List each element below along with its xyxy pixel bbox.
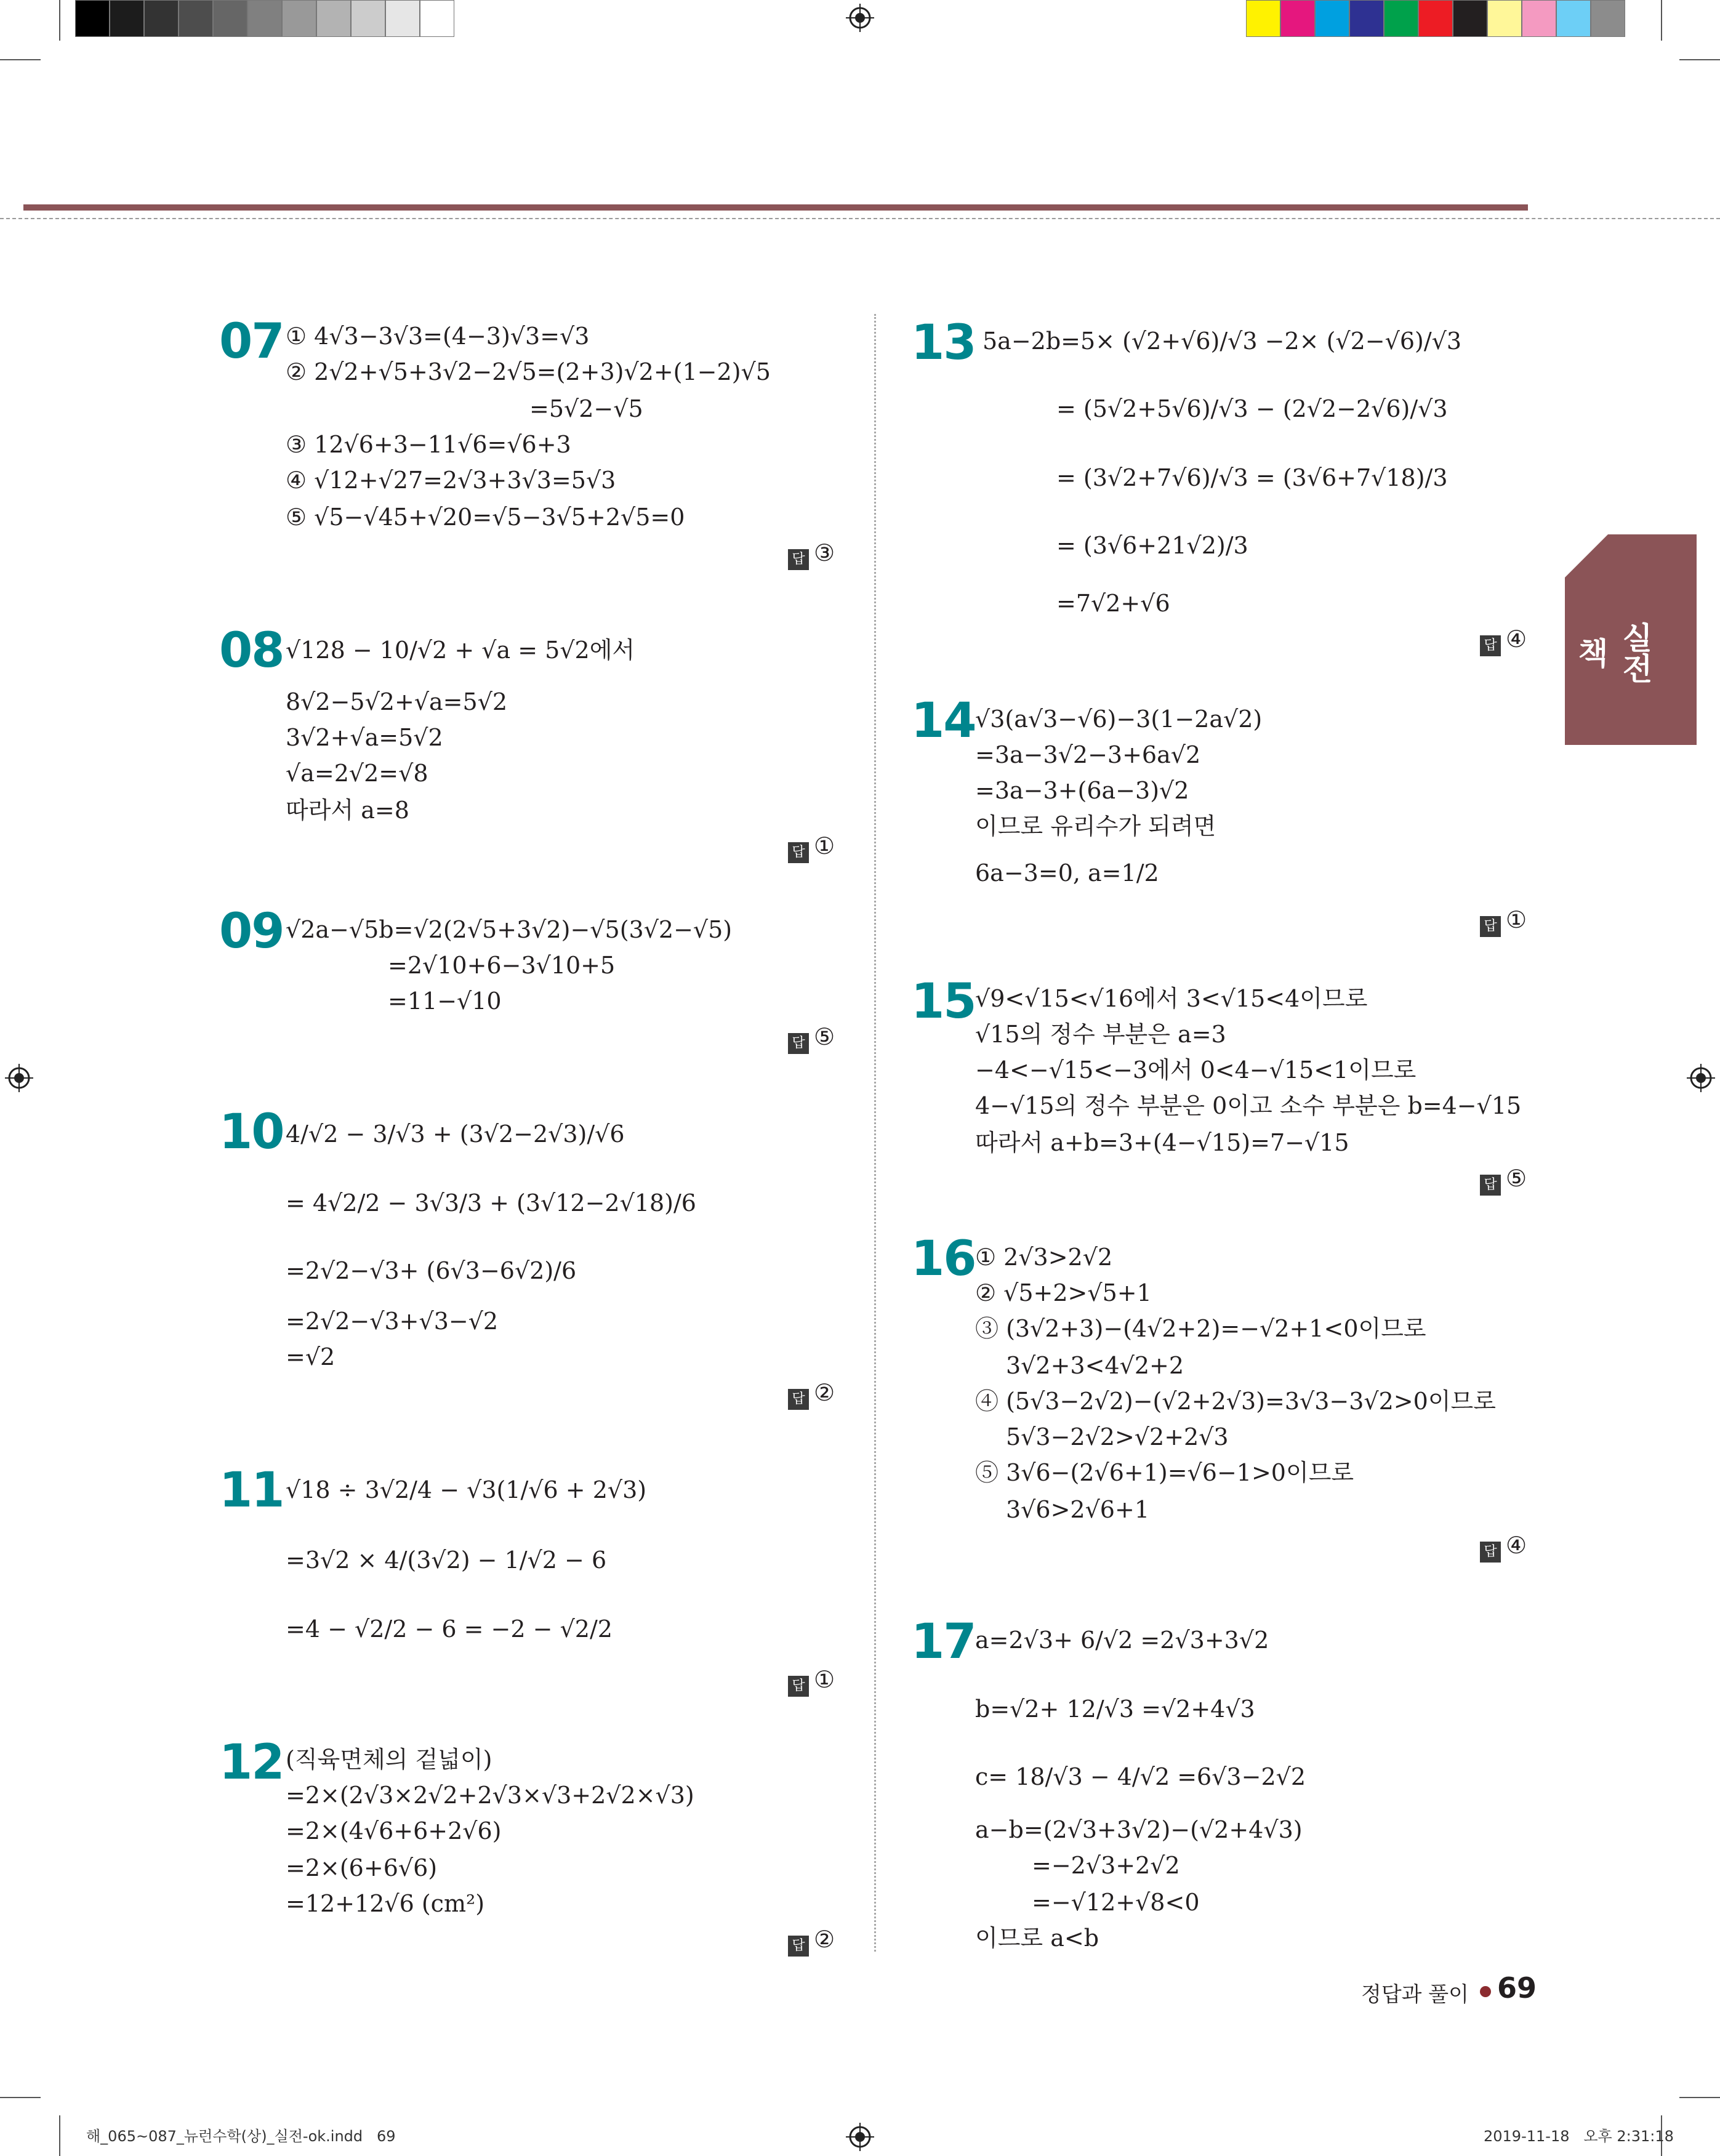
answer — [788, 1926, 835, 1957]
solution-line: =7√2+√6 — [1056, 590, 1170, 617]
solution-line: 4/√2 − 3/√3 + (3√2−2√3)/√6 — [286, 1120, 625, 1148]
answer — [788, 1666, 835, 1697]
answer-badge: 답 — [788, 1936, 809, 1957]
solution-line: −4<−√15<−3에서 0<4−√15<1이므로 — [975, 1056, 1417, 1084]
solution-line: ② √5+2>√5+1 — [975, 1279, 1152, 1306]
solution-line: 5√3−2√2>√2+2√3 — [1006, 1423, 1229, 1450]
answer-badge: 답 — [788, 549, 809, 570]
solution-line: ③ 12√6+3−11√6=√6+3 — [286, 431, 571, 458]
grayscale-color-bar — [75, 0, 454, 37]
solution-line: =3a−3+(6a−3)√2 — [975, 777, 1189, 804]
solution-line: a−b=(2√3+3√2)−(√2+4√3) — [975, 1816, 1303, 1843]
solution-line: 3√6>2√6+1 — [1006, 1496, 1149, 1523]
answer-badge: 답 — [788, 1676, 809, 1697]
side-tab-corner — [1565, 534, 1608, 577]
crop-mark — [1679, 59, 1720, 60]
solution-line: 6a−3=0, a=1/2 — [975, 859, 1159, 887]
solution-line: 4−√15의 정수 부분은 0이고 소수 부분은 b=4−√15 — [975, 1092, 1522, 1119]
solution-line: = (3√6+21√2)/3 — [1056, 532, 1248, 559]
problem-number: 14 — [911, 693, 976, 749]
solution-line: 이므로 유리수가 되려면 — [975, 813, 1216, 840]
solution-line: a=2√3+ 6/√2 =2√3+3√2 — [975, 1627, 1269, 1654]
answer-value: ⑤ — [1506, 1165, 1527, 1192]
solution-line: =2√2−√3+√3−√2 — [286, 1308, 499, 1335]
problem-number: 11 — [219, 1463, 284, 1518]
crop-mark — [59, 2115, 60, 2156]
solution-line: √2a−√5b=√2(2√5+3√2)−√5(3√2−√5) — [286, 916, 733, 943]
solution-line: (직육면체의 겉넓이) — [286, 1746, 492, 1773]
solution-line: ④ √12+√27=2√3+3√3=5√3 — [286, 467, 616, 494]
registration-mark-top — [846, 4, 874, 32]
solution-line: b=√2+ 12/√3 =√2+4√3 — [975, 1695, 1255, 1723]
solution-line: =2×(2√3×2√2+2√3×√3+2√2×√3) — [286, 1782, 694, 1809]
solution-line: √3(a√3−√6)−3(1−2a√2) — [975, 706, 1263, 733]
problem-number: 17 — [911, 1614, 976, 1670]
solution-line: 이므로 a<b — [975, 1925, 1099, 1952]
solution-line: =2√10+6−3√10+5 — [388, 952, 616, 979]
solution-line: ① 2√3>2√2 — [975, 1244, 1113, 1271]
solution-line: 따라서 a=8 — [286, 797, 409, 824]
solution-line: ④ (5√3−2√2)−(√2+2√3)=3√3−3√2>0이므로 — [975, 1388, 1496, 1415]
answer-value: ① — [814, 1666, 835, 1693]
solution-line: =2×(4√6+6+2√6) — [286, 1817, 502, 1844]
solution-line: ② 2√2+√5+3√2−2√5=(2+3)√2+(1−2)√5 — [286, 358, 771, 385]
problem-number: 07 — [219, 314, 284, 369]
crop-mark — [1661, 0, 1662, 41]
crop-mark — [1679, 2097, 1720, 2098]
registration-mark-right — [1687, 1064, 1715, 1092]
crop-mark — [59, 0, 60, 41]
registration-mark-left — [5, 1064, 33, 1092]
solution-line: =√2 — [286, 1343, 336, 1370]
solution-line: =4 − √2/2 − 6 = −2 − √2/2 — [286, 1615, 613, 1643]
answer-value: ④ — [1506, 625, 1527, 653]
solution-line: =3√2 × 4/(3√2) − 1/√2 − 6 — [286, 1547, 607, 1574]
answer-value: ① — [814, 832, 835, 859]
header-rule — [23, 204, 1528, 211]
answer-badge: 답 — [788, 1389, 809, 1410]
solution-line: 3√2+√a=5√2 — [286, 724, 443, 751]
answer-badge: 답 — [788, 842, 809, 863]
solution-line: =2×(6+6√6) — [286, 1854, 438, 1881]
footer-dot — [1480, 1986, 1491, 1997]
answer — [788, 1379, 835, 1410]
side-tab-label: 실전책 — [1573, 622, 1653, 683]
solution-line: ③ (3√2+3)−(4√2+2)=−√2+1<0이므로 — [975, 1315, 1426, 1342]
slug-filename: 해_065~087_뉴런수학(상)_실전-ok.indd 69 — [86, 2128, 396, 2145]
solution-line: ⑤ √5−√45+√20=√5−3√5+2√5=0 — [286, 504, 685, 531]
answer-badge: 답 — [788, 1033, 809, 1054]
answer-badge: 답 — [1480, 1542, 1501, 1563]
solution-line: √15의 정수 부분은 a=3 — [975, 1021, 1226, 1048]
answer — [788, 539, 835, 570]
answer — [1480, 625, 1527, 656]
solution-line: 8√2−5√2+√a=5√2 — [286, 688, 508, 715]
solution-line: = (3√2+7√6)/√3 = (3√6+7√18)/3 — [1056, 464, 1448, 491]
column-divider — [874, 314, 876, 1952]
solution-line: =−2√3+2√2 — [1032, 1852, 1180, 1879]
crop-mark — [0, 2097, 41, 2098]
answer-value: ⑤ — [814, 1023, 835, 1050]
solution-line: √128 − 10/√2 + √a = 5√2에서 — [286, 637, 635, 664]
solution-line: =11−√10 — [388, 987, 502, 1015]
solution-line: =2√2−√3+ (6√3−6√2)/6 — [286, 1257, 577, 1284]
problem-number: 13 — [911, 315, 976, 371]
solution-line: =−√12+√8<0 — [1032, 1889, 1200, 1916]
solution-line: =5√2−√5 — [529, 395, 643, 422]
answer-value: ② — [814, 1379, 835, 1406]
problem-number: 08 — [219, 623, 284, 678]
solution-line: √9<√15<√16에서 3<√15<4이므로 — [975, 985, 1368, 1012]
registration-mark-bottom — [846, 2123, 874, 2151]
answer-value: ③ — [814, 539, 835, 566]
answer-badge: 답 — [1480, 635, 1501, 656]
solution-line: √18 ÷ 3√2/4 − √3(1/√6 + 2√3) — [286, 1476, 647, 1503]
solution-line: 3√2+3<4√2+2 — [1006, 1352, 1184, 1379]
solution-line: = 4√2/2 − 3√3/3 + (3√12−2√18)/6 — [286, 1189, 696, 1217]
crop-mark — [0, 59, 41, 60]
solution-line: √a=2√2=√8 — [286, 760, 428, 787]
solution-line: = (5√2+5√6)/√3 − (2√2−2√6)/√3 — [1056, 395, 1448, 422]
problem-number: 09 — [219, 904, 284, 959]
answer-badge: 답 — [1480, 916, 1501, 937]
process-color-bar — [1246, 0, 1625, 37]
answer — [1480, 1165, 1527, 1196]
solution-line: c= 18/√3 − 4/√2 =6√3−2√2 — [975, 1763, 1306, 1790]
answer-value: ② — [814, 1926, 835, 1953]
solution-line: 따라서 a+b=3+(4−√15)=7−√15 — [975, 1129, 1349, 1156]
answer-value: ① — [1506, 906, 1527, 933]
solution-line: 5a−2b=5× (√2+√6)/√3 −2× (√2−√6)/√3 — [983, 328, 1462, 355]
footer-section-title: 정답과 풀이 — [1360, 1982, 1469, 2007]
slug-timestamp: 2019-11-18 오후 2:31:18 — [1484, 2128, 1674, 2145]
answer — [1480, 906, 1527, 937]
solution-line: ① 4√3−3√3=(4−3)√3=√3 — [286, 323, 590, 350]
solution-line: =3a−3√2−3+6a√2 — [975, 741, 1201, 768]
answer-value: ④ — [1506, 1532, 1527, 1559]
solution-line: =12+12√6 (cm²) — [286, 1890, 485, 1917]
problem-number: 10 — [219, 1104, 284, 1160]
answer — [788, 1023, 835, 1054]
page-number: 69 — [1497, 1971, 1537, 2005]
problem-number: 12 — [219, 1735, 284, 1790]
header-dashed-line — [0, 218, 1720, 219]
solution-line: ⑤ 3√6−(2√6+1)=√6−1>0이므로 — [975, 1459, 1354, 1486]
answer — [788, 832, 835, 863]
answer-badge: 답 — [1480, 1175, 1501, 1196]
problem-number: 15 — [911, 974, 976, 1029]
problem-number: 16 — [911, 1231, 976, 1287]
answer — [1480, 1532, 1527, 1563]
